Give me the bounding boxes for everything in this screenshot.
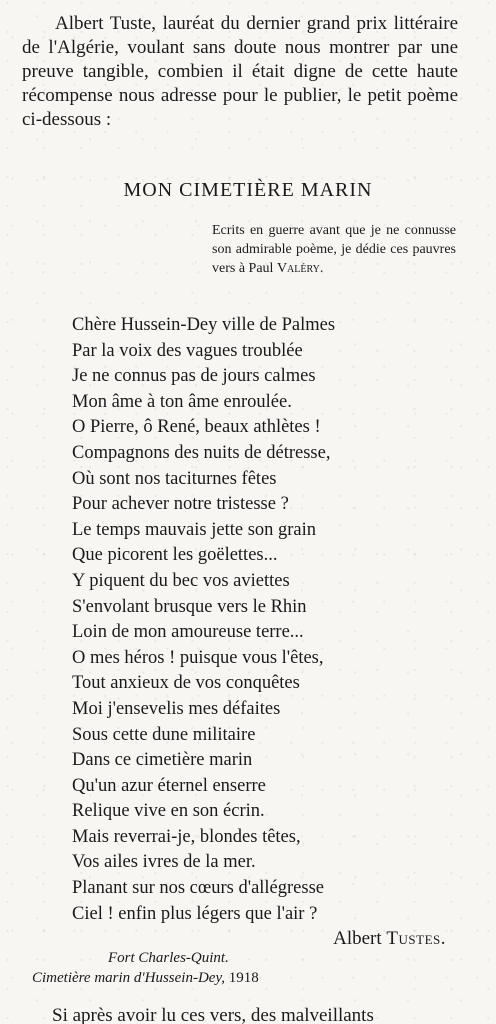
poem-line: Planant sur nos cœurs d'allégresse [72, 878, 324, 899]
poem-line: Ciel ! enfin plus légers que l'air ? [72, 903, 318, 924]
continuation-text: Si après avoir lu ces vers, des malveillants [52, 1005, 374, 1024]
poem-line: Que picorent les goëlettes... [72, 545, 278, 566]
signature-last-name: Tustes. [386, 928, 446, 949]
poem-verses [72, 313, 452, 927]
author-signature [333, 928, 446, 950]
epigraph-text: Ecrits en guerre avant que je ne connusse son admirable poème, je dédie ces pauvres vers à Paul [212, 223, 456, 276]
poem-epigraph [212, 221, 456, 278]
place-and-date [32, 948, 362, 988]
poem-title: MON CIMETIÈRE MARIN [123, 179, 373, 201]
poem-line: Chère Hussein-Dey ville de Palmes [72, 315, 336, 335]
poem-line: Dans ce cimetière marin [72, 750, 253, 771]
intro-paragraph: Albert Tuste, lauréat du dernier grand prix littéraire de l'Algérie, voulant sans doute nous montrer par une preuve tangible, combien il était digne de cette haute récompense nous adresse pour le publier, le petit poème ci-dessous : [22, 13, 458, 130]
poem-line: S'envolant brusque vers le Rhin [72, 596, 307, 617]
poem-line: Mais reverrai-je, blondes têtes, [72, 826, 301, 847]
poem-line: O Pierre, ô René, beaux athlètes ! [72, 417, 321, 438]
poem-line: O mes héros ! puisque vous l'êtes, [72, 647, 324, 668]
poem-line: Pour achever notre tristesse ? [72, 494, 289, 515]
poem-line: Mon âme à ton âme enroulée. [72, 391, 292, 412]
epigraph-dedicatee: Valéry. [276, 261, 324, 276]
place-line-2: Cimetière marin d'Hussein-Dey, [32, 970, 226, 986]
poem-line: Où sont nos taciturnes fêtes [72, 468, 277, 489]
poem-line: Je ne connus pas de jours calmes [72, 366, 316, 387]
poem-line: Loin de mon amoureuse terre... [72, 622, 304, 643]
signature-first-name: Albert [333, 928, 382, 949]
poem-line: Relique vive en son écrin. [72, 801, 265, 822]
poem-line: Tout anxieux de vos conquêtes [72, 673, 300, 694]
place-line-1: Fort Charles-Quint. [108, 950, 229, 966]
poem-line: Le temps mauvais jette son grain [72, 519, 317, 540]
poem-line: Y piquent du bec vos aviettes [72, 570, 290, 591]
poem-line: Vos ailes ivres de la mer. [72, 852, 256, 873]
poem-line: Compagnons des nuits de détresse, [72, 442, 331, 463]
poem-line: Par la voix des vagues troublée [72, 340, 303, 361]
place-year: 1918 [228, 970, 259, 986]
poem-line: Qu'un azur éternel enserre [72, 775, 266, 796]
poem-line: Moi j'ensevelis mes défaites [72, 698, 281, 719]
poem-line: Sous cette dune militaire [72, 724, 256, 745]
